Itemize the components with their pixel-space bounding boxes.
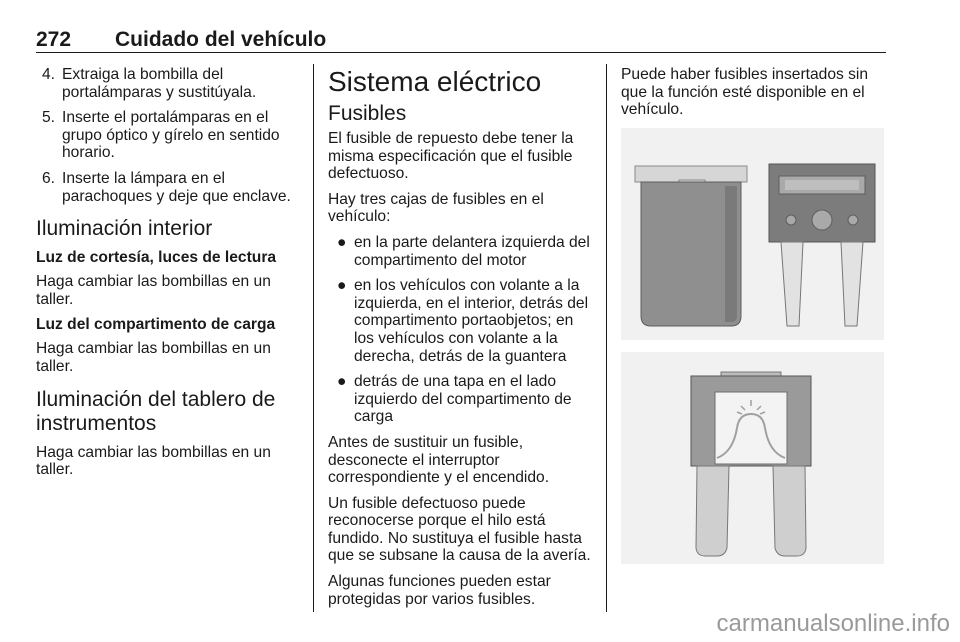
steps-list <box>36 66 300 205</box>
list-item <box>328 373 592 426</box>
page-number: 272 <box>36 28 72 51</box>
paragraph: Antes de sustituir un fusible, desconecte el interruptor correspondiente y el encendido. <box>328 433 550 487</box>
step-number: 5. <box>42 109 56 127</box>
bullet-icon: ● <box>337 373 347 391</box>
interior-lighting-heading: Iluminación interior <box>36 217 213 241</box>
paragraph: Hay tres cajas de fusibles en el vehículo: <box>328 190 544 226</box>
paragraph: Un fusible defectuoso puede reconocerse porque el hilo está fundido. No sustituya el fusible hasta que se subsane la causa de la avería. <box>328 494 591 565</box>
column-divider-2 <box>606 64 607 612</box>
right-column <box>621 66 885 127</box>
paragraph: Puede haber fusibles insertados sin que la función esté disponible en el vehículo. <box>621 66 869 119</box>
list-item-text: en la parte delantera izquierda del compartimento del motor <box>354 233 590 269</box>
middle-column <box>328 66 592 616</box>
step-number: 6. <box>42 169 56 187</box>
fuse-illustration-bottom <box>621 352 884 564</box>
page-header <box>36 28 886 54</box>
dashboard-lighting-text: Haga cambiar las bombillas en un taller. <box>36 443 271 479</box>
column-divider-1 <box>313 64 314 612</box>
list-item <box>328 234 592 269</box>
list-item-text: detrás de una tapa en el lado izquierdo del compartimento de carga <box>354 373 572 426</box>
fuse-illustration-top <box>621 128 884 340</box>
bullet-icon: ● <box>337 233 347 251</box>
left-column <box>36 66 300 487</box>
header-rule <box>36 52 886 53</box>
chapter-title: Cuidado del vehículo <box>115 28 327 51</box>
list-item <box>36 109 300 162</box>
fuse-box-list <box>328 234 592 426</box>
paragraph: El fusible de repuesto debe tener la misma especificación que el fusible defectuoso. <box>328 130 574 183</box>
cargo-light-text: Haga cambiar las bombillas en un taller. <box>36 340 271 375</box>
step-text: Extraiga la bombilla del portalámparas y sustitúyala. <box>62 66 257 101</box>
watermark: carmanualsonline.info <box>716 610 950 637</box>
step-text: Inserte la lámpara en el parachoques y deje que enclave. <box>62 169 291 205</box>
fuse-side-views-icon <box>621 128 884 340</box>
step-number: 4. <box>42 66 56 83</box>
courtesy-light-text: Haga cambiar las bombillas en un taller. <box>36 273 271 308</box>
bullet-icon: ● <box>337 277 347 295</box>
section-title: Sistema eléctrico <box>328 66 542 97</box>
list-item-text: en los vehículos con volante a la izquierda, en el interior, detrás del compartimento portaobjetos; en los vehículos con volante a la derecha, detrás de la guantera <box>354 277 589 365</box>
cargo-light-heading: Luz del compartimento de carga <box>36 316 276 334</box>
step-text: Inserte el portalámparas en el grupo óptico y gírelo en sentido horario. <box>62 109 280 162</box>
list-item <box>36 66 300 101</box>
list-item <box>36 170 300 205</box>
blown-fuse-icon <box>621 352 884 564</box>
dashboard-lighting-heading: Iluminación del tablero de instrumentos <box>36 387 276 435</box>
courtesy-light-heading: Luz de cortesía, luces de lectura <box>36 249 277 267</box>
list-item <box>328 277 592 365</box>
paragraph: Algunas funciones pueden estar protegidas por varios fusibles. <box>328 573 551 608</box>
fuses-heading: Fusibles <box>328 102 407 125</box>
